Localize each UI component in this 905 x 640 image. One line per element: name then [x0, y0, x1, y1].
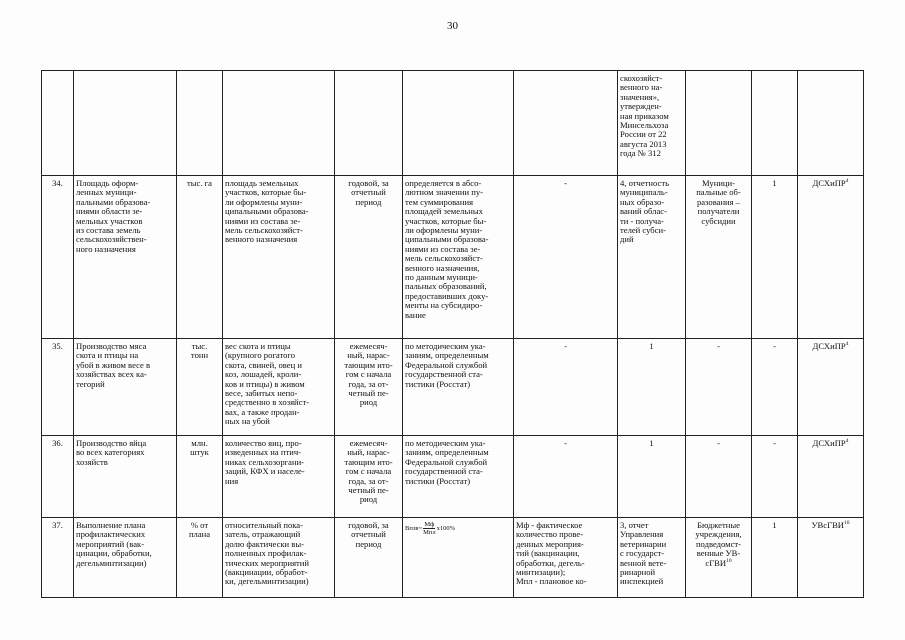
method: по методическим ука- заниям, определенным Федеральной службой государственной ста- тистики (Росстат): [403, 339, 514, 436]
period: ежемесяч- ный, нарас- тающим ито- гом с начала года, за от- четный пе- риод: [335, 436, 403, 518]
unit: % от плана: [177, 518, 223, 598]
page-number: 30: [447, 20, 458, 32]
responsible-label: ДСХиПР: [812, 438, 846, 448]
formula-rhs: х100%: [436, 525, 456, 532]
unit: млн. штук: [177, 436, 223, 518]
definition: относительный пока- затель, отражающий долю фактически вы- полненных профилак- тических мероприятий (вакцинации, обработ- ки, дегельминтизации): [223, 518, 335, 598]
level: 1: [752, 518, 798, 598]
footnote-ref: 10: [844, 520, 850, 527]
formula-lhs: Впзв=: [405, 525, 423, 532]
definition: площадь земельных участков, которые бы- ли оформлены муни- ципальными образова- ниями из состава зе- мель сельскохозяйст- венного назначения: [223, 176, 335, 339]
period: [335, 71, 403, 176]
definition: количество яиц, про- изведенных на птич- никах сельхозоргани- заций, КФХ и населе- ния: [223, 436, 335, 518]
method: [403, 518, 514, 598]
formula-description: -: [514, 176, 618, 339]
responsible: [798, 176, 864, 339]
formula-description: -: [514, 436, 618, 518]
row-number: 37.: [42, 518, 74, 598]
respondent: [686, 518, 752, 598]
responsible: [798, 518, 864, 598]
formula-numerator: Мф: [424, 521, 435, 528]
unit: тыс. тонн: [177, 339, 223, 436]
formula: [405, 521, 455, 536]
footnote-ref: 4: [845, 341, 849, 348]
data-source: скохозяйст- венного на- значения», утвержден- ная приказом Минсельхоза России от 22 августа 2013 года № 312: [618, 71, 686, 176]
table-row: [42, 176, 864, 339]
respondent: [686, 71, 752, 176]
method: по методическим ука- заниям, определенным Федеральной службой государственной ста- тистики (Росстат): [403, 436, 514, 518]
responsible-label: ДСХиПР: [812, 341, 846, 351]
footnote-ref: 10: [726, 557, 732, 564]
row-number: 34.: [42, 176, 74, 339]
responsible-label: УВсГВИ: [811, 520, 845, 530]
level: [752, 71, 798, 176]
row-number: [42, 71, 74, 176]
responsible-label: ДСХиПР: [812, 178, 846, 188]
formula-description: [514, 71, 618, 176]
row-number: 36.: [42, 436, 74, 518]
data-source: 3, отчет Управления ветеринарии с государст- венной вете- ринарной инспекцией: [618, 518, 686, 598]
footnote-ref: 4: [845, 178, 849, 185]
indicator-name: [74, 71, 177, 176]
respondent: Муници- пальные об- разования – получатели субсидии: [686, 176, 752, 339]
indicator-name: Площадь оформ- ленных муници- пальными образова- ниями области зе- мельных участков из состава земель сельскохозяйствен- ного назначения: [74, 176, 177, 339]
footnote-ref: 4: [845, 438, 849, 445]
formula-fraction: [423, 521, 436, 536]
indicators-table: [41, 70, 864, 598]
row-number: 35.: [42, 339, 74, 436]
period: ежемесяч- ный, нарас- тающим ито- гом с начала года, за от- четный пе- риод: [335, 339, 403, 436]
formula-description: -: [514, 339, 618, 436]
data-source: 1: [618, 436, 686, 518]
respondent: -: [686, 339, 752, 436]
data-source: 1: [618, 339, 686, 436]
responsible: [798, 339, 864, 436]
indicator-name: Производство мяса скота и птицы на убой в живом весе в хозяйствах всех ка- тегорий: [74, 339, 177, 436]
period: годовой, за отчетный период: [335, 176, 403, 339]
table-row: [42, 436, 864, 518]
level: -: [752, 436, 798, 518]
level: -: [752, 339, 798, 436]
unit: [177, 71, 223, 176]
method: определяется в абсо- лютном значении пу- тем суммирования площадей земельных участков, которые бы- ли оформлены муни- ципальными образова- ниями из состава зе- мель сельскохозяйст- венного назначения, по данным муници- пальных образований, предоставивших доку- менты на субсидиро- вание: [403, 176, 514, 339]
definition: вес скота и птицы (крупного рогатого скота, свиней, овец и коз, лошадей, кроли- ков и птицы) в живом весе, забитых непо- средственно в хозяйст- вах, а также продан- ных на убой: [223, 339, 335, 436]
table-row: [42, 71, 864, 176]
data-source: 4, отчетность муниципаль- ных образо- ваний облас- ти - получа- телей субси- дий: [618, 176, 686, 339]
table-row: [42, 518, 864, 598]
formula-denominator: Мпл: [423, 529, 436, 536]
level: 1: [752, 176, 798, 339]
responsible: [798, 436, 864, 518]
formula-description: Мф - фактическое количество прове- денных мероприя- тий (вакцинации, обработки, дегель- минтизации); Мпл - плановое ко-: [514, 518, 618, 598]
indicator-name: Выполнение плана профилактических мероприятий (вак- цинации, обработки, дегельминтизации): [74, 518, 177, 598]
respondent-label: Бюджетные учреждения, подведомст- венные УВ- сГВИ: [695, 520, 742, 568]
responsible: [798, 71, 864, 176]
indicator-name: Производство яйца во всех категориях хозяйств: [74, 436, 177, 518]
period: годовой, за отчетный период: [335, 518, 403, 598]
definition: [223, 71, 335, 176]
table-row: [42, 339, 864, 436]
unit: тыс. га: [177, 176, 223, 339]
method: [403, 71, 514, 176]
respondent: -: [686, 436, 752, 518]
